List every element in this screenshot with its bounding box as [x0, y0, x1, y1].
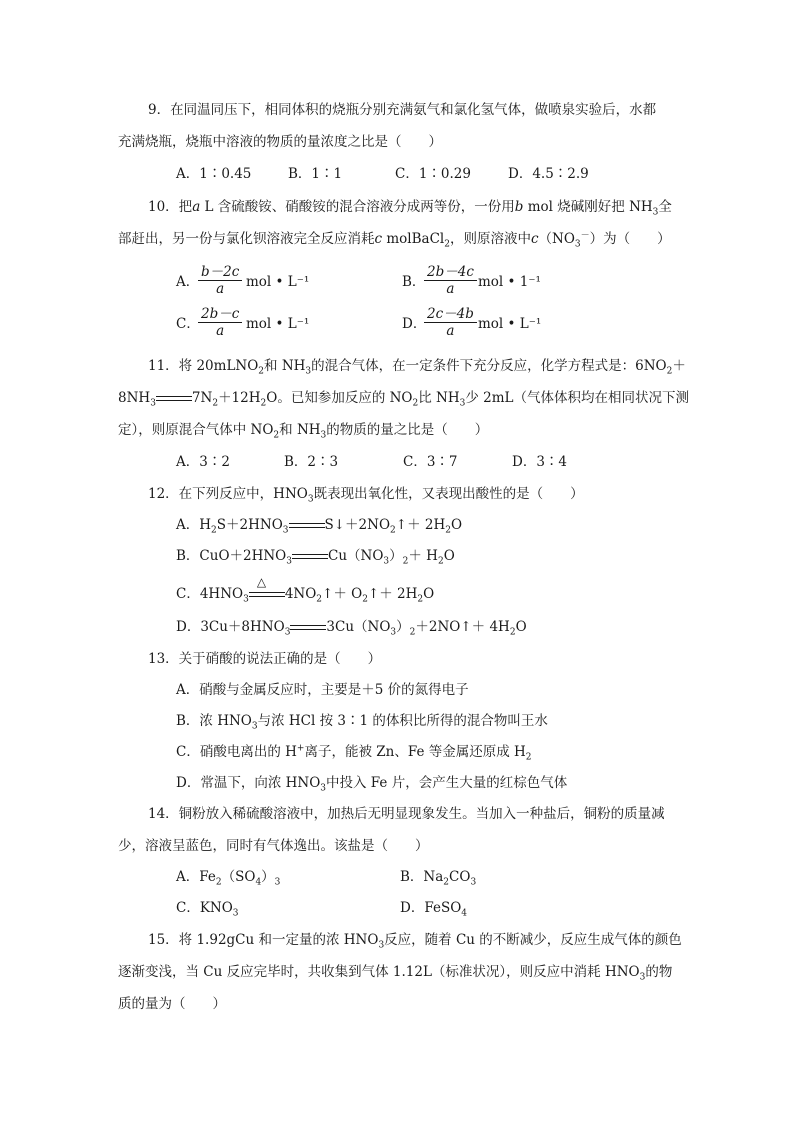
q10-line1: 10．把a L 含硫酸铵、硝酸铵的混合溶液分成两等份，一份用b mol 烧碱刚好把 $NH_3$全 [148, 199, 672, 218]
q15-line2: 逐渐变浅，当 Cu 反应完毕时，共收集到气体 1.12L（标准状况），则反应中消耗 $HNO_3$的物 [118, 964, 673, 983]
equation-equals-sign [292, 552, 328, 562]
q10-option-c-label: C． [176, 316, 200, 332]
q12-option-d: D．$3Cu+8HNO_3$ $3Cu(NO_3)_2+2NO↑+ 4H_2O$ [176, 619, 527, 638]
equation-equals-sign [156, 394, 192, 404]
q12-option-a: A．$H_2S+2HNO_3$ $S↓+2NO_2↑+ 2H_2O$ [176, 517, 463, 536]
q10-option-a-unit: mol • L⁻¹ [246, 274, 310, 290]
q14-line2: 少，溶液呈蓝色，同时有气体逸出。该盐是（ ） [118, 838, 429, 854]
q12-option-c: C．$4HNO_3$ △ $4NO_2↑+$ $O_2↑+ 2H_2O$ [176, 574, 435, 605]
q10-option-c-fraction: $\frac{2b-c}{a}$ [198, 306, 242, 339]
q15-line1: 15．将 1.92gCu 和一定量的浓 $HNO_3$反应，随着 Cu 的不断减少，反应生成气体的颜色 [148, 932, 682, 951]
q9-option-b: B．1∶1 [288, 166, 343, 182]
q9-line2: 充满烧瓶，烧瓶中溶液的物质的量浓度之比是（ ） [118, 134, 442, 150]
q10-option-c-unit: mol • L⁻¹ [246, 316, 310, 332]
q14-option-d: D．FeSO$_4$ [400, 900, 467, 919]
q10-line2: 部赶出，另一份与氯化钡溶液完全反应消耗c molBaCl$_2$，则原溶液中$c(NO_3^-)$为（ ） [118, 230, 671, 250]
q11-option-a: A．3∶2 [176, 454, 230, 470]
q10-option-d-label: D． [402, 316, 427, 332]
equation-equals-sign [289, 521, 325, 531]
q15-line3: 质的量为（ ） [118, 996, 226, 1012]
q13-option-a: A．硝酸与金属反应时，主要是＋5 价的氮得电子 [176, 682, 469, 698]
q10-option-d-fraction: $\frac{2c-4b}{a}$ [424, 306, 477, 339]
q14-option-a: A．$Fe_2(SO_4)_3$ [176, 869, 281, 888]
equation-equals-sign [290, 623, 326, 633]
heating-equals-sign [249, 574, 285, 600]
q12-stem: 12．在下列反应中，$HNO_3$既表现出氧化性，又表现出酸性的是（ ） [148, 486, 584, 505]
q11-option-d: D．3∶4 [512, 454, 568, 470]
q11-option-c: C．3∶7 [403, 454, 458, 470]
q11-line2: $8NH_3$ $7N_2+12H_2O$。已知参加反应的 $NO_2$比 $NH_3$少 2mL（气体体积均在相同状况下测 [118, 390, 690, 409]
q9-option-c: C．1∶0.29 [395, 166, 471, 182]
q12-option-b: B．$CuO+2HNO_3$ $Cu(NO_3)_2+ H_2O$ [176, 548, 455, 567]
q13-option-b: B．浓 $HNO_3$与浓 HCl 按 3∶1 的体积比所得的混合物叫王水 [176, 713, 548, 732]
q14-line1: 14．铜粉放入稀硫酸溶液中，加热后无明显现象发生。当加入一种盐后，铜粉的质量减 [148, 806, 665, 822]
q14-option-b: B．$Na_2CO_3$ [400, 869, 477, 888]
q9-line1: 9．在同温同压下，相同体积的烧瓶分别充满氨气和氯化氢气体，做喷泉实验后，水都 [148, 102, 657, 118]
q9-option-d: D．4.5∶2.9 [508, 166, 589, 182]
q10-option-a-fraction: $\frac{b-2c}{a}$ [198, 264, 242, 297]
q11-option-b: B．2∶3 [284, 454, 339, 470]
q14-option-c: C．$KNO_3$ [176, 900, 239, 919]
q11-line3: 定），则原混合气体中 $NO_2$和 $NH_3$的物质的量之比是（ ） [118, 422, 489, 441]
q10-option-b-unit: mol • 1⁻¹ [478, 274, 541, 290]
q10-option-b-label: B． [402, 274, 426, 290]
q10-option-a-label: A． [176, 274, 200, 290]
q13-stem: 13．关于硝酸的说法正确的是（ ） [148, 651, 382, 667]
heat-triangle-icon: △ [256, 574, 267, 589]
q13-option-d: D．常温下，向浓 $HNO_3$中投入 Fe 片，会产生大量的红棕色气体 [176, 775, 568, 794]
q10-option-d-unit: mol • L⁻¹ [478, 316, 542, 332]
q10-option-b-fraction: $\frac{2b-4c}{a}$ [424, 264, 477, 297]
q9-option-a: A．1∶0.45 [176, 166, 252, 182]
q13-option-c: C．硝酸电离出的 H+离子，能被 Zn、Fe 等金属还原成 $H_2$ [176, 743, 532, 763]
q11-line1: 11．将 20mLNO$_2$和 $NH_3$的混合气体，在一定条件下充分反应，化学方程式是：$6NO_2+$ [148, 358, 686, 377]
